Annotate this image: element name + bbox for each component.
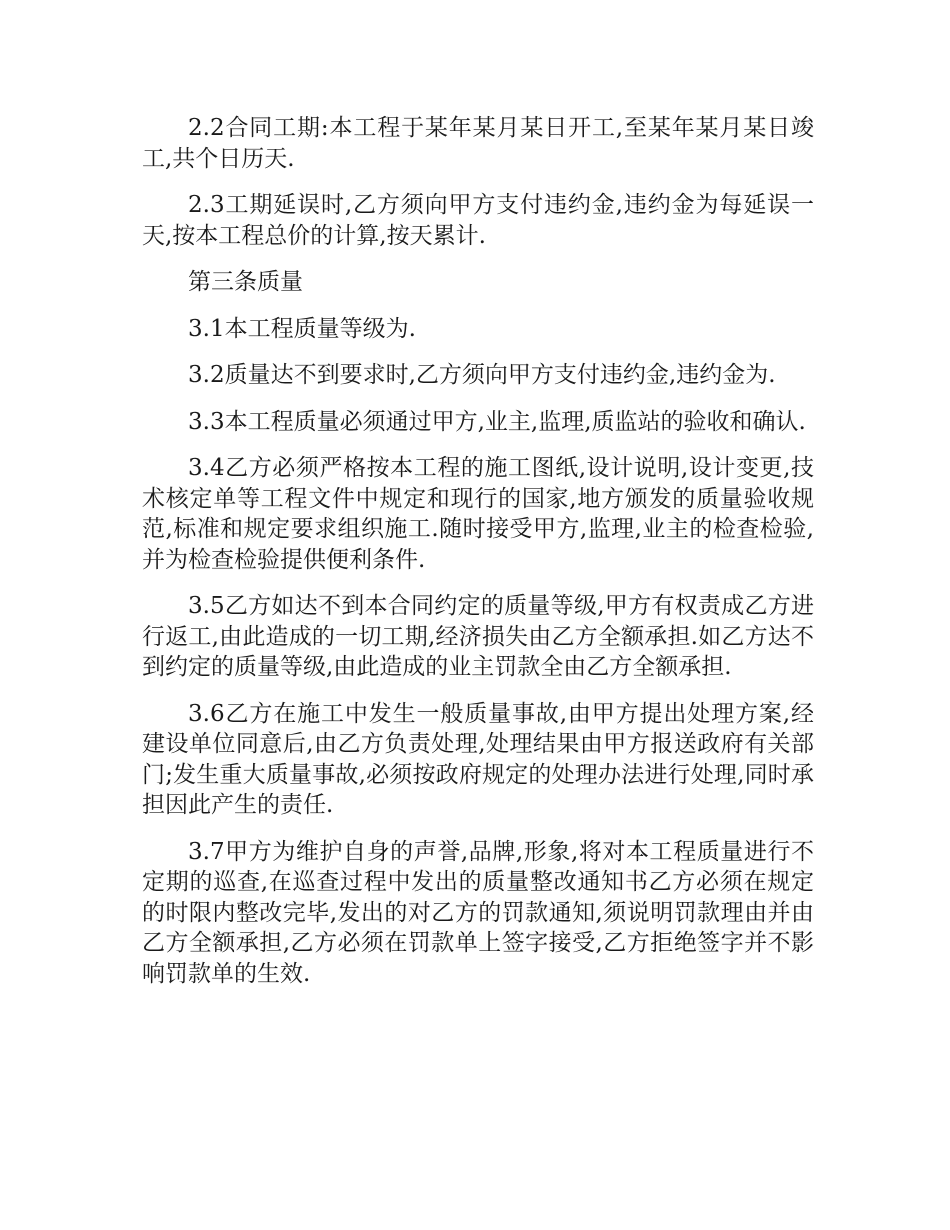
paragraph-3-1-quality-grade: 3.1本工程质量等级为. — [188, 315, 416, 342]
section-heading-quality: 第三条质量 — [188, 269, 303, 295]
paragraph-2-2-contract-period: 2.2合同工期:本工程于某年某月某日开工,至某年某月某日竣工,共个日历天. — [142, 115, 814, 172]
document-body — [142, 113, 814, 1005]
paragraph-2-3-delay-penalty: 2.3工期延误时,乙方须向甲方支付违约金,违约金为每延误一天,按本工程总价的计算,按天累计. — [142, 192, 814, 249]
paragraph-3-4-construction-standards: 3.4乙方必须严格按本工程的施工图纸,设计说明,设计变更,技术核定单等工程文件中规定和现行的国家,地方颁发的质量验收规范,标准和规定要求组织施工.随时接受甲方,监理,业主的检查检验,并为检查检验提供便利条件. — [142, 455, 814, 573]
paragraph-3-5-rework: 3.5乙方如达不到本合同约定的质量等级,甲方有权责成乙方进行返工,由此造成的一切工期,经济损失由乙方全额承担.如乙方达不到约定的质量等级,由此造成的业主罚款全由乙方全额承担. — [142, 593, 814, 680]
paragraph-3-6-quality-accidents: 3.6乙方在施工中发生一般质量事故,由甲方提出处理方案,经建设单位同意后,由乙方负责处理,处理结果由甲方报送政府有关部门;发生重大质量事故,必须按政府规定的处理办法进行处理,同时承担因此产生的责任. — [142, 700, 814, 818]
paragraph-3-2-quality-penalty: 3.2质量达不到要求时,乙方须向甲方支付违约金,违约金为. — [188, 362, 776, 388]
paragraph-3-3-acceptance: 3.3本工程质量必须通过甲方,业主,监理,质监站的验收和确认. — [188, 408, 806, 435]
paragraph-3-7-inspection-fines: 3.7甲方为维护自身的声誉,品牌,形象,将对本工程质量进行不定期的巡查,在巡查过程中发出的质量整改通知书乙方必须在规定的时限内整改完毕,发出的对乙方的罚款通知,须说明罚款理由并由乙方全额承担,乙方必须在罚款单上签字接受,乙方拒绝签字并不影响罚款单的生效. — [142, 838, 814, 987]
